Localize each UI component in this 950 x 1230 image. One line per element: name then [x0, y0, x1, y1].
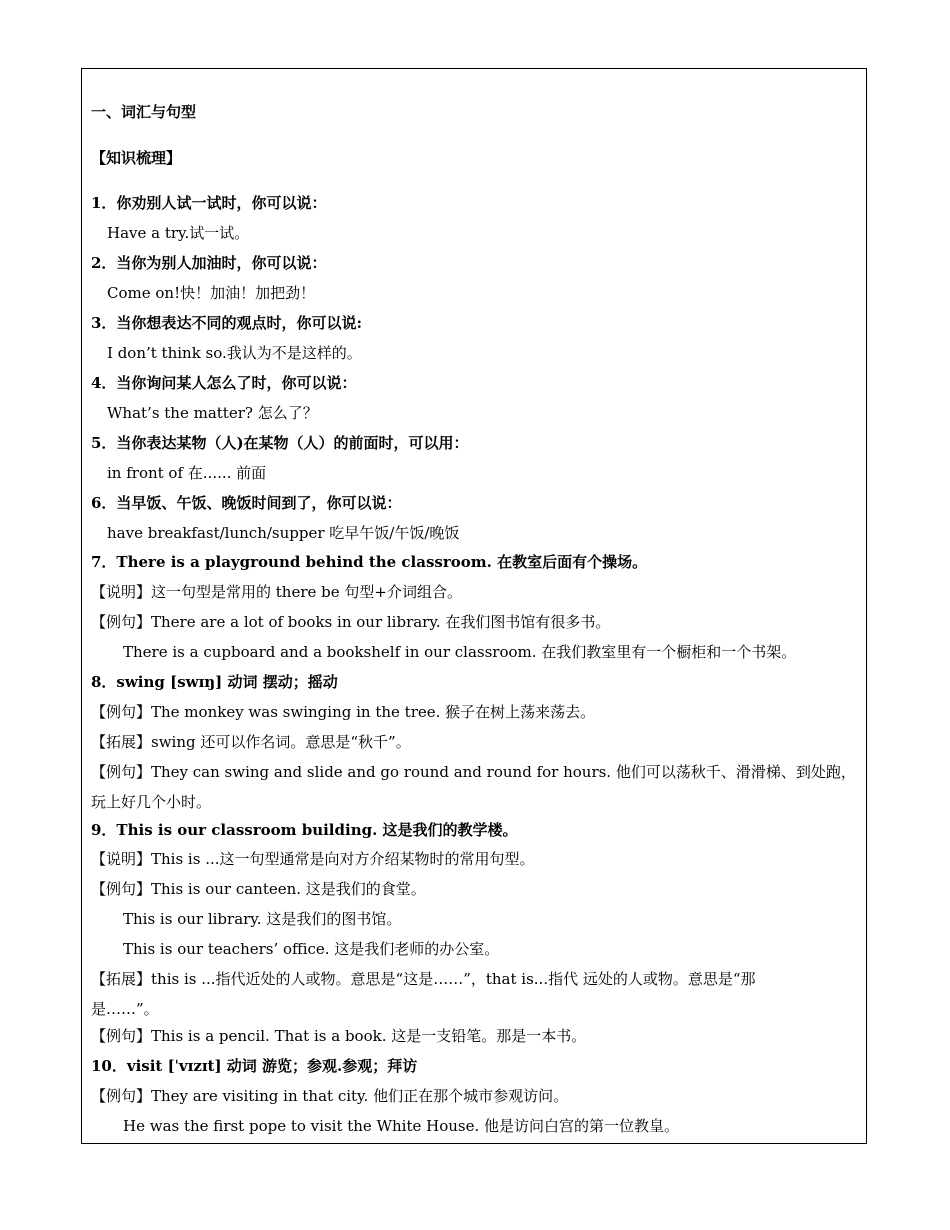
item-7-example-2: There is a cupboard and a bookshelf in our classroom. 在我们教室里有一个橱柜和一个书架。 [123, 643, 797, 661]
section-heading: 一、词汇与句型 [91, 103, 197, 121]
item-1-title: 1．你劝别人试一试时，你可以说： [91, 194, 327, 212]
item-9-extension: 【拓展】this is ...指代近处的人或物。意思是“这是……”，that is...指代 远处的人或物。意思是“那是……”。 [91, 970, 756, 1018]
item-2-text: Come on!快！加油！加把劲！ [107, 284, 316, 302]
item-3-text: I don’t think so.我认为不是这样的。 [107, 344, 362, 362]
item-6-title: 6．当早饭、午饭、晚饭时间到了，你可以说： [91, 494, 402, 512]
item-9-example: 【例句】This is our canteen. 这是我们的食堂。 [91, 880, 426, 898]
item-4-title: 4．当你询问某人怎么了时，你可以说： [91, 374, 357, 392]
item-10-title: 10．visit [ˈvɪzɪt] 动词 游览；参观.参观；拜访 [91, 1057, 418, 1075]
item-7-note: 【说明】这一句型是常用的 there be 句型+介词组合。 [91, 583, 462, 601]
item-6-text: have breakfast/lunch/supper 吃早午饭/午饭/晚饭 [107, 524, 460, 542]
document-frame [81, 68, 867, 1144]
item-9-example-3: This is our teachers’ office. 这是我们老师的办公室。 [123, 940, 500, 958]
item-10-example: 【例句】They are visiting in that city. 他们正在那个城市参观访问。 [91, 1087, 569, 1105]
item-7-example: 【例句】There are a lot of books in our library. 在我们图书馆有很多书。 [91, 613, 611, 631]
item-7-title: 7．There is a playground behind the classroom. 在教室后面有个操场。 [91, 553, 648, 571]
item-5-text: in front of 在...... 前面 [107, 464, 267, 482]
item-8-example: 【例句】The monkey was swinging in the tree. 猴子在树上荡来荡去。 [91, 703, 596, 721]
item-9-example-2: This is our library. 这是我们的图书馆。 [123, 910, 402, 928]
item-1-text: Have a try.试一试。 [107, 224, 250, 242]
item-4-text: What’s the matter? 怎么了？ [107, 404, 318, 422]
section-subheading: 【知识梳理】 [91, 149, 182, 167]
item-8-title: 8．swing [swɪŋ] 动词 摆动；摇动 [91, 673, 338, 691]
item-8-example-2: 【例句】They can swing and slide and go round and round for hours. 他们可以荡秋千、滑滑梯、到处跑，玩上好几个小时。 [91, 763, 856, 811]
item-3-title: 3．当你想表达不同的观点时，你可以说: [91, 314, 362, 332]
item-5-title: 5．当你表达某物（人)在某物（人）的前面时，可以用： [91, 434, 469, 452]
item-8-extension: 【拓展】swing 还可以作名词。意思是“秋千”。 [91, 733, 411, 751]
item-10-example-2: He was the first pope to visit the White House. 他是访问白宫的第一位教皇。 [123, 1117, 680, 1135]
item-9-example-4: 【例句】This is a pencil. That is a book. 这是一支铅笔。那是一本书。 [91, 1027, 587, 1045]
item-9-title: 9．This is our classroom building. 这是我们的教学楼。 [91, 821, 518, 839]
item-9-note: 【说明】This is ...这一句型通常是向对方介绍某物时的常用句型。 [91, 850, 535, 868]
item-2-title: 2．当你为别人加油时，你可以说： [91, 254, 327, 272]
